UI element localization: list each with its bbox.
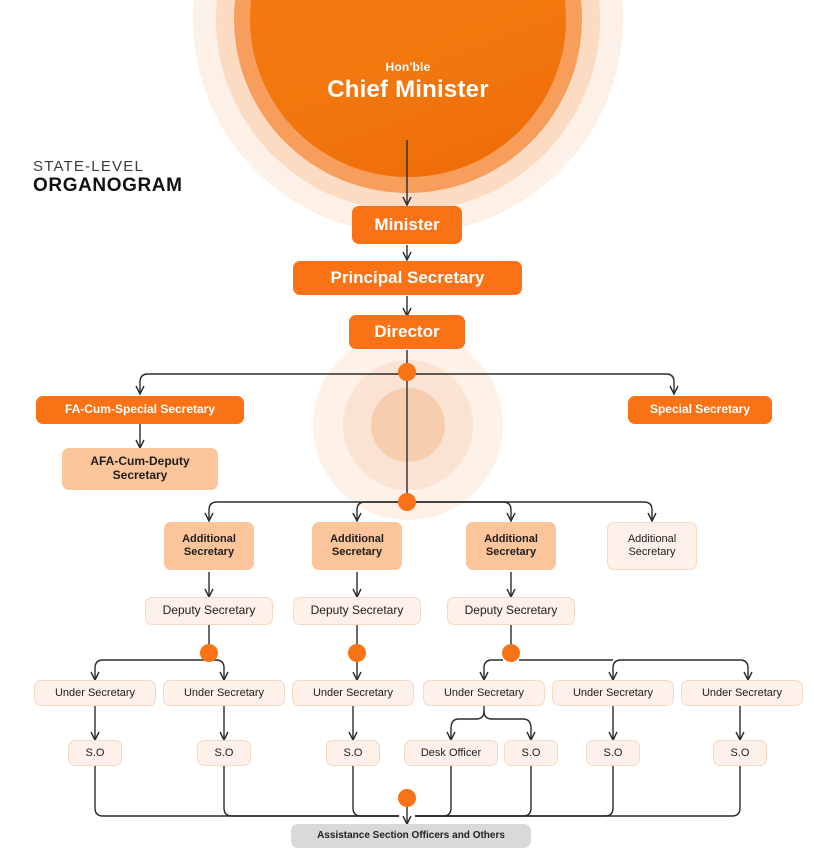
node-minister[interactable]: Minister	[352, 206, 462, 244]
page-title-line2: ORGANOGRAM	[33, 175, 183, 197]
node-under-secretary-2[interactable]: Under Secretary	[163, 680, 285, 706]
node-afa-cum-deputy-secretary[interactable]: AFA-Cum-Deputy Secretary	[62, 448, 218, 490]
node-additional-secretary-2[interactable]: Additional Secretary	[312, 522, 402, 570]
node-desk-officer[interactable]: Desk Officer	[404, 740, 498, 766]
node-assistance-section-officers[interactable]: Assistance Section Officers and Others	[291, 824, 531, 848]
page-title-line1: STATE-LEVEL	[33, 158, 145, 175]
node-under-secretary-6[interactable]: Under Secretary	[681, 680, 803, 706]
node-so-4[interactable]: S.O	[504, 740, 558, 766]
junction-dot-deputy-2	[348, 644, 366, 662]
node-deputy-secretary-1[interactable]: Deputy Secretary	[145, 597, 273, 625]
junction-dot-additional-secretary	[398, 493, 416, 511]
node-so-3[interactable]: S.O	[326, 740, 380, 766]
node-so-5[interactable]: S.O	[586, 740, 640, 766]
node-additional-secretary-3[interactable]: Additional Secretary	[466, 522, 556, 570]
node-so-1[interactable]: S.O	[68, 740, 122, 766]
node-fa-cum-special-secretary[interactable]: FA-Cum-Special Secretary	[36, 396, 244, 424]
chief-minister-node[interactable]	[250, 60, 566, 104]
node-under-secretary-1[interactable]: Under Secretary	[34, 680, 156, 706]
junction-dot-director	[398, 363, 416, 381]
node-director[interactable]: Director	[349, 315, 465, 349]
node-under-secretary-5[interactable]: Under Secretary	[552, 680, 674, 706]
junction-dot-footer	[398, 789, 416, 807]
node-so-2[interactable]: S.O	[197, 740, 251, 766]
junction-dot-deputy-1	[200, 644, 218, 662]
node-so-6[interactable]: S.O	[713, 740, 767, 766]
node-additional-secretary-4[interactable]: Additional Secretary	[607, 522, 697, 570]
node-under-secretary-4[interactable]: Under Secretary	[423, 680, 545, 706]
node-special-secretary[interactable]: Special Secretary	[628, 396, 772, 424]
node-under-secretary-3[interactable]: Under Secretary	[292, 680, 414, 706]
chief-minister-role: Chief Minister	[327, 76, 489, 103]
node-deputy-secretary-3[interactable]: Deputy Secretary	[447, 597, 575, 625]
node-principal-secretary[interactable]: Principal Secretary	[293, 261, 522, 295]
node-additional-secretary-1[interactable]: Additional Secretary	[164, 522, 254, 570]
node-deputy-secretary-2[interactable]: Deputy Secretary	[293, 597, 421, 625]
junction-dot-deputy-3	[502, 644, 520, 662]
chief-minister-honorific: Hon'ble	[385, 60, 431, 74]
